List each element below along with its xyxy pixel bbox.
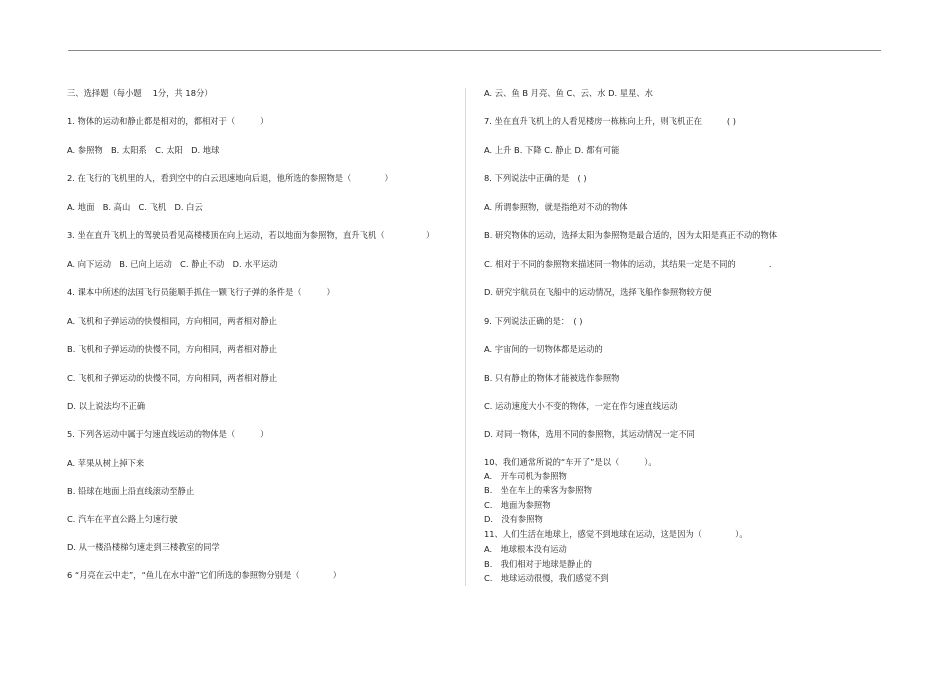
question-10-option-b: B. 坐在车上的乘客为参照物 — [484, 485, 592, 495]
question-9: 9. 下列说法正确的是： ( ) — [484, 316, 583, 326]
question-7-options: A. 上升 B. 下降 C. 静止 D. 都有可能 — [484, 145, 620, 155]
question-10-option-a: A. 开车司机为参照物 — [484, 471, 567, 481]
question-4-option-b: B. 飞机和子弹运动的快慢不同，方向相同，两者相对静止 — [67, 344, 278, 354]
column-divider — [465, 88, 466, 586]
question-8-option-a: A. 所谓参照物，就是指绝对不动的物体 — [484, 202, 628, 212]
question-11: 11、人们生活在地球上，感觉不到地球在运动，这是因为（ ）。 — [484, 529, 748, 539]
question-5-option-c: C. 汽车在平直公路上匀速行驶 — [67, 514, 178, 524]
question-8: 8. 下列说法中正确的是 ( ) — [484, 173, 587, 183]
question-4-option-d: D. 以上说法均不正确 — [67, 401, 146, 411]
question-10-option-d: D. 没有参照物 — [484, 514, 543, 524]
question-7: 7. 坐在直升飞机上的人看见楼房一栋栋向上升，则飞机正在 ( ) — [484, 116, 736, 126]
question-5-option-b: B. 铅球在地面上沿直线滚动至静止 — [67, 486, 195, 496]
question-4-option-a: A. 飞机和子弹运动的快慢相同，方向相同，两者相对静止 — [67, 316, 277, 326]
question-4: 4. 课本中所述的法国飞行员能顺手抓住一颗飞行子弹的条件是（ ） — [67, 287, 335, 297]
question-8-option-b: B. 研究物体的运动，选择太阳为参照物是最合适的，因为太阳是真正不动的物体 — [484, 230, 778, 240]
question-9-option-d: D. 对同一物体，选用不同的参照物，其运动情况一定不同 — [484, 429, 695, 439]
question-3: 3. 坐在直升飞机上的驾驶员看见高楼楼顶在向上运动，若以地面为参照物，直升飞机（ ） — [67, 230, 435, 240]
question-6: 6 “月亮在云中走”，“鱼儿在水中游”它们所选的参照物分别是（ ） — [67, 570, 342, 580]
question-11-option-a: A. 地球根本没有运动 — [484, 544, 567, 554]
question-5-option-a: A. 苹果从树上掉下来 — [67, 458, 145, 468]
question-8-option-d: D. 研究宇航员在飞船中的运动情况，选择飞船作参照物较方便 — [484, 287, 712, 297]
section-heading: 三、选择题（每小题 1分，共 18分） — [67, 88, 213, 98]
question-9-option-a: A. 宇宙间的一切物体都是运动的 — [484, 344, 603, 354]
question-10-option-c: C. 地面为参照物 — [484, 500, 551, 510]
question-2-options: A. 地面 B. 高山 C. 飞机 D. 白云 — [67, 202, 203, 212]
question-2: 2. 在飞行的飞机里的人，看到空中的白云迅速地向后退，他所选的参照物是（ ） — [67, 173, 393, 183]
question-9-option-b: B. 只有静止的物体才能被选作参照物 — [484, 373, 620, 383]
question-11-option-b: B. 我们相对于地球是静止的 — [484, 559, 592, 569]
question-1: 1. 物体的运动和静止都是相对的，都相对于（ ） — [67, 116, 269, 126]
question-6-options: A. 云、鱼 B 月亮、鱼 C、云、水 D. 星星、水 — [484, 88, 653, 98]
question-10: 10、我们通常所说的“车开了”是以（ ）。 — [484, 457, 657, 467]
header-rule — [68, 50, 881, 51]
question-5: 5. 下列各运动中属于匀速直线运动的物体是（ ） — [67, 429, 269, 439]
question-1-options: A. 参照物 B. 太阳系 C. 太阳 D. 地球 — [67, 145, 220, 155]
question-8-option-c: C. 相对于不同的参照物来描述同一物体的运动，其结果一定是不同的 . — [484, 259, 772, 269]
question-5-option-d: D. 从一楼沿楼梯匀速走到三楼教室的同学 — [67, 542, 220, 552]
question-9-option-c: C. 运动速度大小不变的物体，一定在作匀速直线运动 — [484, 401, 678, 411]
question-4-option-c: C. 飞机和子弹运动的快慢不同，方向相同，两者相对静止 — [67, 373, 278, 383]
question-3-options: A. 向下运动 B. 已向上运动 C. 静止不动 D. 水平运动 — [67, 259, 278, 269]
question-11-option-c: C. 地球运动很慢，我们感觉不到 — [484, 573, 609, 583]
